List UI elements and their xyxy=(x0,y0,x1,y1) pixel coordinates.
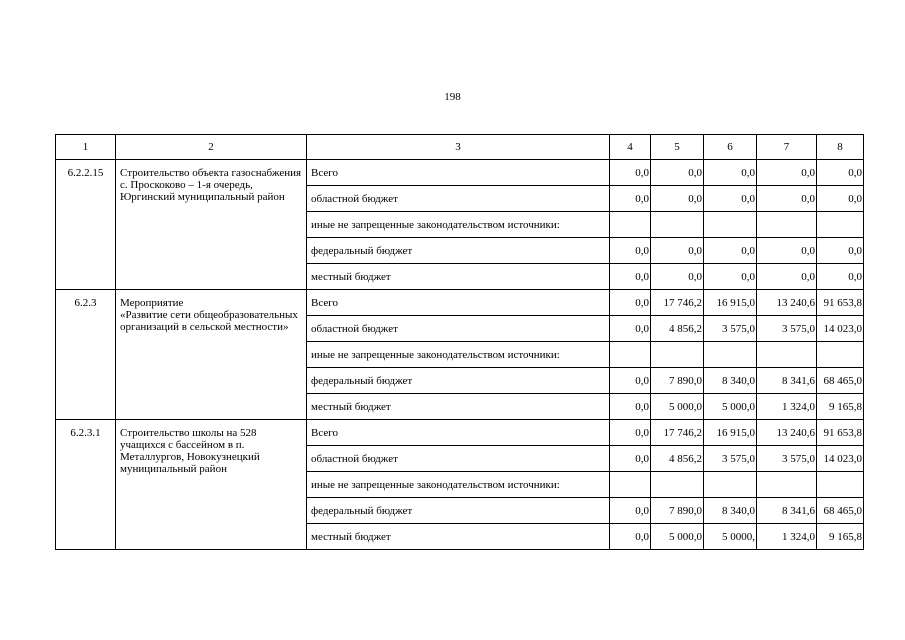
funding-source: местный бюджет xyxy=(307,264,610,290)
amount-cell: 0,0 xyxy=(610,290,651,316)
amount-cell: 0,0 xyxy=(757,264,817,290)
funding-source: Всего xyxy=(307,290,610,316)
amount-cell: 0,0 xyxy=(610,498,651,524)
amount-cell xyxy=(757,212,817,238)
amount-cell: 0,0 xyxy=(817,264,864,290)
amount-cell: 3 575,0 xyxy=(704,316,757,342)
amount-cell: 0,0 xyxy=(610,394,651,420)
funding-source: Всего xyxy=(307,160,610,186)
funding-source: иные не запрещенные законодательством источники: xyxy=(307,212,610,238)
funding-source: иные не запрещенные законодательством источники: xyxy=(307,472,610,498)
amount-cell: 0,0 xyxy=(704,264,757,290)
funding-source: местный бюджет xyxy=(307,524,610,550)
amount-cell xyxy=(610,342,651,368)
amount-cell: 13 240,6 xyxy=(757,290,817,316)
amount-cell xyxy=(757,472,817,498)
funding-source: областной бюджет xyxy=(307,446,610,472)
table-row xyxy=(56,160,864,186)
amount-cell: 0,0 xyxy=(817,160,864,186)
amount-cell: 9 165,8 xyxy=(817,524,864,550)
amount-cell xyxy=(704,212,757,238)
item-code: 6.2.3 xyxy=(56,290,116,420)
funding-source: областной бюджет xyxy=(307,316,610,342)
item-code: 6.2.3.1 xyxy=(56,420,116,550)
amount-cell: 13 240,6 xyxy=(757,420,817,446)
amount-cell: 0,0 xyxy=(651,160,704,186)
amount-cell: 0,0 xyxy=(610,316,651,342)
amount-cell: 8 340,0 xyxy=(704,368,757,394)
table-body xyxy=(56,135,864,550)
amount-cell xyxy=(610,472,651,498)
column-header: 6 xyxy=(704,135,757,160)
item-name: Мероприятие «Развитие сети общеобразовательных организаций в сельской местности» xyxy=(116,290,307,420)
amount-cell: 0,0 xyxy=(704,186,757,212)
column-header: 5 xyxy=(651,135,704,160)
amount-cell: 0,0 xyxy=(817,238,864,264)
amount-cell: 0,0 xyxy=(757,238,817,264)
amount-cell: 0,0 xyxy=(610,420,651,446)
amount-cell xyxy=(704,342,757,368)
header-row xyxy=(56,135,864,160)
amount-cell: 0,0 xyxy=(610,524,651,550)
amount-cell: 0,0 xyxy=(610,368,651,394)
amount-cell xyxy=(817,342,864,368)
amount-cell: 16 915,0 xyxy=(704,420,757,446)
amount-cell xyxy=(651,212,704,238)
column-header: 4 xyxy=(610,135,651,160)
amount-cell: 5 0000, xyxy=(704,524,757,550)
amount-cell xyxy=(651,342,704,368)
amount-cell: 7 890,0 xyxy=(651,368,704,394)
amount-cell: 68 465,0 xyxy=(817,368,864,394)
amount-cell: 0,0 xyxy=(610,238,651,264)
amount-cell: 8 340,0 xyxy=(704,498,757,524)
amount-cell: 14 023,0 xyxy=(817,316,864,342)
amount-cell: 0,0 xyxy=(610,446,651,472)
amount-cell xyxy=(817,212,864,238)
amount-cell: 0,0 xyxy=(610,186,651,212)
amount-cell: 9 165,8 xyxy=(817,394,864,420)
amount-cell: 3 575,0 xyxy=(757,446,817,472)
funding-source: федеральный бюджет xyxy=(307,238,610,264)
amount-cell: 0,0 xyxy=(704,160,757,186)
amount-cell: 3 575,0 xyxy=(704,446,757,472)
amount-cell: 17 746,2 xyxy=(651,290,704,316)
amount-cell xyxy=(757,342,817,368)
amount-cell: 17 746,2 xyxy=(651,420,704,446)
amount-cell: 8 341,6 xyxy=(757,498,817,524)
budget-table xyxy=(55,134,864,550)
amount-cell: 3 575,0 xyxy=(757,316,817,342)
amount-cell: 5 000,0 xyxy=(651,524,704,550)
amount-cell: 91 653,8 xyxy=(817,420,864,446)
funding-source: Всего xyxy=(307,420,610,446)
funding-source: областной бюджет xyxy=(307,186,610,212)
table-row xyxy=(56,420,864,446)
funding-source: федеральный бюджет xyxy=(307,498,610,524)
amount-cell: 16 915,0 xyxy=(704,290,757,316)
amount-cell: 68 465,0 xyxy=(817,498,864,524)
amount-cell: 0,0 xyxy=(757,160,817,186)
amount-cell: 14 023,0 xyxy=(817,446,864,472)
amount-cell: 8 341,6 xyxy=(757,368,817,394)
amount-cell: 0,0 xyxy=(610,160,651,186)
amount-cell xyxy=(817,472,864,498)
amount-cell xyxy=(651,472,704,498)
amount-cell: 5 000,0 xyxy=(704,394,757,420)
amount-cell: 0,0 xyxy=(817,186,864,212)
funding-source: федеральный бюджет xyxy=(307,368,610,394)
amount-cell: 4 856,2 xyxy=(651,316,704,342)
column-header: 1 xyxy=(56,135,116,160)
amount-cell: 1 324,0 xyxy=(757,394,817,420)
column-header: 3 xyxy=(307,135,610,160)
amount-cell: 5 000,0 xyxy=(651,394,704,420)
amount-cell: 0,0 xyxy=(651,238,704,264)
page-number: 198 xyxy=(444,91,461,103)
column-header: 8 xyxy=(817,135,864,160)
funding-source: местный бюджет xyxy=(307,394,610,420)
funding-source: иные не запрещенные законодательством источники: xyxy=(307,342,610,368)
item-code: 6.2.2.15 xyxy=(56,160,116,290)
amount-cell: 0,0 xyxy=(704,238,757,264)
item-name: Строительство школы на 528 учащихся с бассейном в п. Металлургов, Новокузнецкий муниципальный район xyxy=(116,420,307,550)
amount-cell: 0,0 xyxy=(757,186,817,212)
amount-cell: 7 890,0 xyxy=(651,498,704,524)
amount-cell xyxy=(610,212,651,238)
item-name: Строительство объекта газоснабжения с. Проскоково – 1-я очередь, Юргинский муниципальный район xyxy=(116,160,307,290)
amount-cell: 4 856,2 xyxy=(651,446,704,472)
amount-cell xyxy=(704,472,757,498)
amount-cell: 0,0 xyxy=(651,264,704,290)
column-header: 2 xyxy=(116,135,307,160)
table-row xyxy=(56,290,864,316)
column-header: 7 xyxy=(757,135,817,160)
amount-cell: 1 324,0 xyxy=(757,524,817,550)
amount-cell: 0,0 xyxy=(610,264,651,290)
amount-cell: 0,0 xyxy=(651,186,704,212)
amount-cell: 91 653,8 xyxy=(817,290,864,316)
